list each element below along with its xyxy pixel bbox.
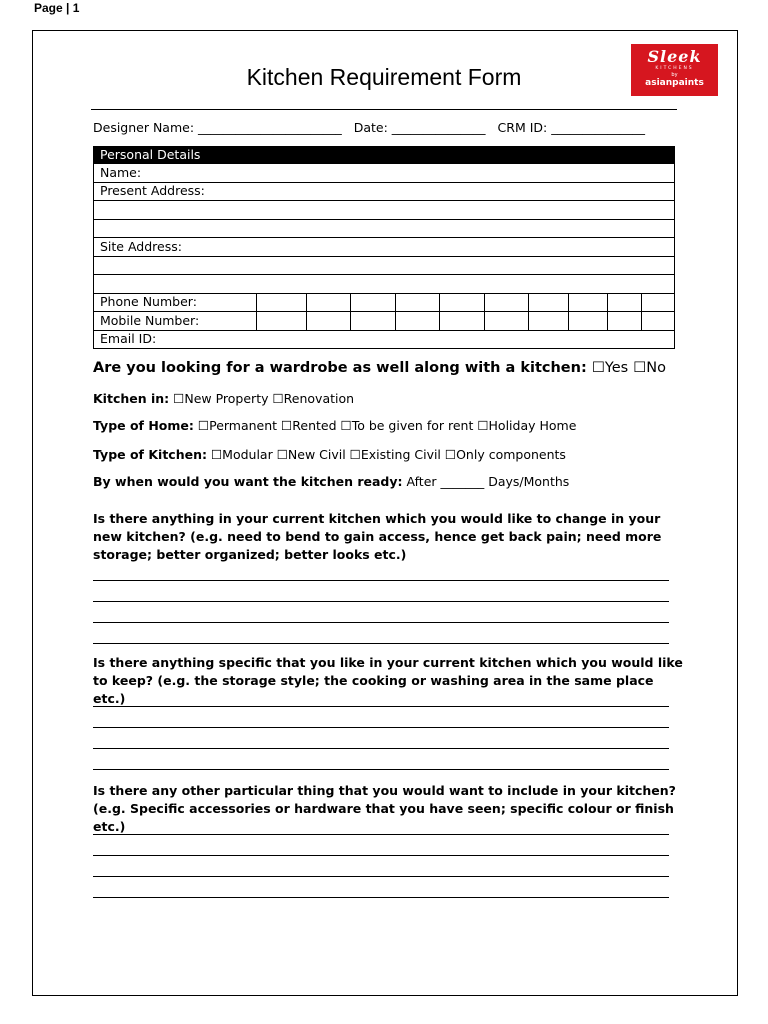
answer-lines-keep[interactable] (93, 706, 669, 790)
title-divider (91, 109, 677, 110)
present-address-line[interactable] (94, 201, 675, 220)
mobile-number-label: Mobile Number: (94, 312, 257, 331)
phone-digit-box[interactable] (440, 293, 485, 312)
logo-by: by (671, 72, 678, 78)
mobile-digit-box[interactable] (395, 312, 440, 331)
type-of-home-row (93, 418, 576, 433)
form-title-text: Kitchen Requirement Form (246, 64, 522, 90)
personal-details-heading: Personal Details (94, 147, 675, 164)
kitchen-in-label: Kitchen in: (93, 391, 170, 406)
page-number: Page | 1 (34, 1, 80, 15)
personal-details-table (93, 146, 675, 349)
mobile-digit-box[interactable] (440, 312, 485, 331)
answer-line[interactable] (93, 622, 669, 623)
phone-digit-box[interactable] (256, 293, 306, 312)
phone-digit-box[interactable] (569, 293, 608, 312)
answer-line[interactable] (93, 876, 669, 877)
header-fields (93, 120, 645, 135)
kitchen-in-options[interactable]: ☐New Property ☐Renovation (173, 391, 355, 406)
question-change: Is there anything in your current kitchen which you would like to change in your new kitchen? (e.g. need to bend to gain access, hence get back pain; need more storage; better organized; better looks etc.) (93, 511, 662, 562)
site-address-line[interactable] (94, 275, 675, 294)
email-field[interactable]: Email ID: (94, 330, 675, 349)
answer-line[interactable] (93, 748, 669, 749)
logo-subtitle: KITCHENS (655, 66, 694, 71)
answer-line[interactable] (93, 727, 669, 728)
phone-digit-box[interactable] (350, 293, 395, 312)
phone-digit-box[interactable] (306, 293, 350, 312)
answer-line[interactable] (93, 706, 669, 707)
phone-digit-box[interactable] (641, 293, 674, 312)
wardrobe-no-checkbox[interactable]: ☐No (633, 360, 667, 376)
wardrobe-yes-checkbox[interactable]: ☐Yes (591, 360, 629, 376)
type-of-kitchen-row (93, 447, 566, 462)
answer-line[interactable] (93, 897, 669, 898)
present-address-field[interactable]: Present Address: (94, 182, 675, 201)
mobile-digit-box[interactable] (350, 312, 395, 331)
present-address-line[interactable] (94, 219, 675, 238)
name-field[interactable]: Name: (94, 164, 675, 183)
phone-digit-box[interactable] (485, 293, 529, 312)
mobile-digit-box[interactable] (608, 312, 642, 331)
phone-number-label: Phone Number: (94, 293, 257, 312)
logo-brand: Sleek (647, 47, 702, 66)
answer-line[interactable] (93, 834, 669, 835)
type-of-home-options[interactable]: ☐Permanent ☐Rented ☐To be given for rent ☐Holiday Home (197, 418, 577, 433)
mobile-digit-box[interactable] (306, 312, 350, 331)
site-address-line[interactable] (94, 256, 675, 275)
mobile-digit-box[interactable] (529, 312, 569, 331)
ready-value[interactable]: After _______ Days/Months (406, 474, 570, 489)
crm-id-field[interactable]: CRM ID: _______________ (497, 120, 645, 135)
brand-logo (631, 44, 718, 96)
answer-line[interactable] (93, 855, 669, 856)
phone-digit-box[interactable] (529, 293, 569, 312)
phone-digit-box[interactable] (608, 293, 642, 312)
answer-line[interactable] (93, 601, 669, 602)
mobile-digit-box[interactable] (256, 312, 306, 331)
question-include: Is there any other particular thing that you would want to include in your kitchen? (e.g. Specific accessories or hardware that you have seen; specific colour or finish etc.) (93, 783, 676, 834)
question-keep: Is there anything specific that you like in your current kitchen which you would like to keep? (e.g. the storage style; the cooking or washing area in the same place etc.) (93, 655, 683, 706)
answer-lines-include[interactable] (93, 834, 669, 918)
site-address-field[interactable]: Site Address: (94, 238, 675, 257)
phone-digit-box[interactable] (395, 293, 440, 312)
answer-line[interactable] (93, 769, 669, 770)
date-field[interactable]: Date: _______________ (353, 120, 486, 135)
wardrobe-question-text: Are you looking for a wardrobe as well along with a kitchen: (93, 360, 587, 376)
logo-parent: asianpaints (645, 78, 704, 88)
ready-label: By when would you want the kitchen ready: (93, 474, 403, 489)
answer-line[interactable] (93, 580, 669, 581)
kitchen-in-row (93, 391, 354, 406)
mobile-digit-box[interactable] (569, 312, 608, 331)
wardrobe-question (93, 360, 666, 376)
answer-line[interactable] (93, 643, 669, 644)
designer-name-field[interactable]: Designer Name: _______________________ (93, 120, 342, 135)
mobile-digit-box[interactable] (641, 312, 674, 331)
mobile-digit-box[interactable] (485, 312, 529, 331)
type-of-home-label: Type of Home: (93, 418, 194, 433)
type-of-kitchen-label: Type of Kitchen: (93, 447, 207, 462)
ready-row (93, 474, 569, 489)
type-of-kitchen-options[interactable]: ☐Modular ☐New Civil ☐Existing Civil ☐Only components (210, 447, 566, 462)
answer-lines-change[interactable] (93, 580, 669, 664)
